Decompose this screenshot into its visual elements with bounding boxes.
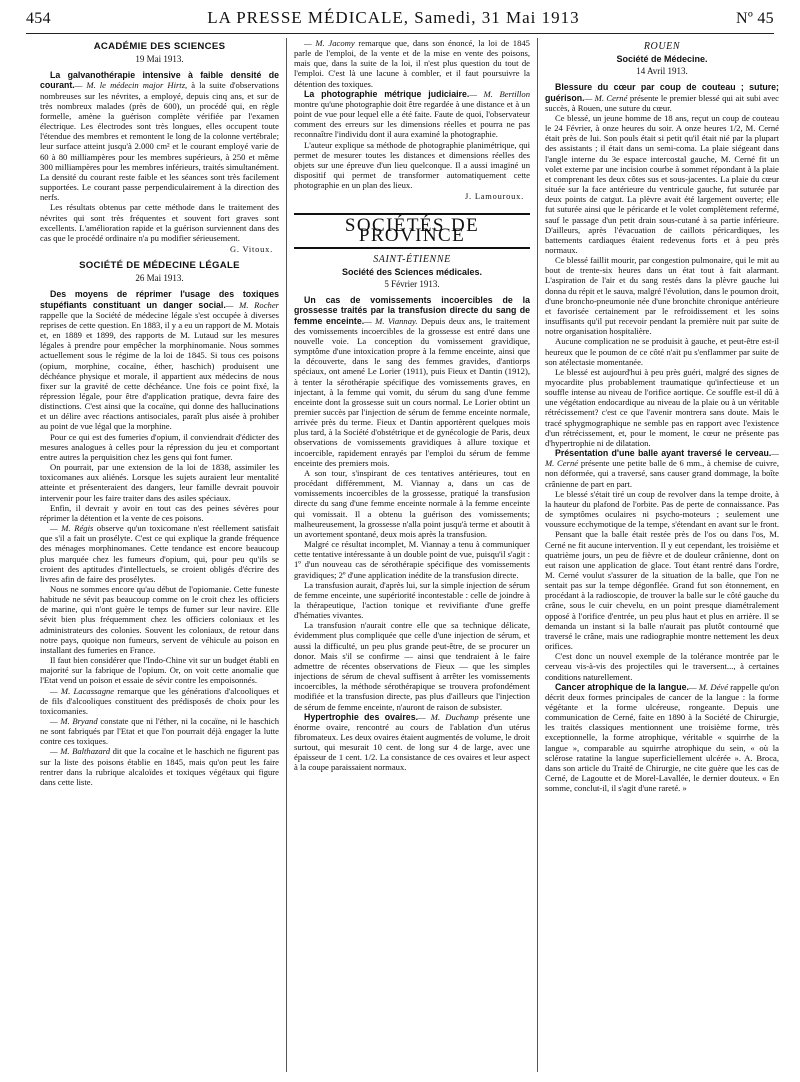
journal-title: LA PRESSE MÉDICALE, Samedi, 31 Mai 1913 [207, 8, 580, 27]
section-date: 19 Mai 1913. [135, 54, 184, 65]
city-heading: SAINT-ÉTIENNE [373, 253, 451, 265]
article-paragraph [40, 686, 279, 716]
article-paragraph [40, 523, 279, 584]
article-paragraph [294, 712, 530, 773]
section-date: 14 Avril 1913. [636, 66, 688, 77]
article-author: — M. Rocher [225, 299, 279, 310]
speaker-name: — M. Régis [50, 523, 94, 534]
article-paragraph: A son tour, s'inspirant de ces tentatives antérieures, tout en procédant différemment, M. Viannay a, dans un cas de vomissements incoercibles de la grossesse, pratiqué la transfusion directe du sang d'une femme enceinte normale à la femme enceinte qui vomissait. Il a obtenu la guérison des vomissements; malheureusement, la grossesse n'alla point jusqu'à terme et aboutit à un avortement spontané, deux mois après la transfusion. [294, 467, 530, 539]
article-paragraph: C'est donc un nouvel exemple de la tolérance montrée par le cerveau vis-à-vis des projectiles qui le traversent..., à certaines conditions naturellement. [545, 651, 779, 682]
page-header [26, 8, 774, 34]
signature: G. Vitoux. [230, 244, 273, 254]
article-paragraph [40, 70, 279, 202]
article-paragraph: Ce blessé, un jeune homme de 18 ans, reçut un coup de couteau le 24 Février, à onze heures du soir. A onze heures 1/2, M. Cerné était près de lui. Son pouls était si petit qu'il était nié par la plupart des assistants ; il était dans un semi-coma. La plaie siégeant dans l'angle interne du 3e espace intercostal gauche, M. Cerné fit un volet externe par une incision courbe à sommet répondant à la plaie et comprenant les deux côtes sus et sous-jacentes. La plaie du cœur située sur la face antérieure du ventricule gauche, fut suturée par deux points de catgut. La plèvre avait été largement ouverte; elle fut suturée ainsi que le péricarde et le volet complètement refermé, sauf le passage d'un petit drain sous-cutané à sa partie inférieure. D'ailleurs, après l'évacuation de caillots péricardiques, les battements cardiaques étaient redevenus forts et à peu près normaux. [545, 112, 779, 255]
article-paragraph: Le blessé s'était tiré un coup de revolver dans la tempe droite, à la hauteur du plafond de l'orbite. Pas de perte de connaissance. Pas de symptômes oculaires ni psycho-moteurs ; seulement une voussure ecchymotique de la tempe, s'étendant en avant sur le front. [545, 488, 779, 530]
article-author: — M. Cerné [545, 448, 779, 469]
article-paragraph [545, 448, 779, 489]
column-divider [286, 38, 287, 1072]
article-title: Des moyens de réprimer l'usage des toxiques stupéfiants constituant un danger social. [40, 289, 279, 310]
article-title: La photographie métrique judiciaire. [304, 88, 470, 99]
article-text: dit que la cocaïne et le haschich ne figurent pas sur la liste des poisons établie en 1845, mais qu'on peut les faire rentrer dans la rubrique alcaloïdes et toxiques végétaux qui figure dans cette liste. [40, 746, 279, 787]
society-heading: Société des Sciences médicales. [341, 266, 483, 277]
issue-number: Nº 45 [735, 10, 774, 27]
article-text: rappelle que la Société de médecine légale s'est occupée à diverses reprises de cette question. En 1883, il y a eu un rapport de M. Motais et, en 1889 et 1899, des rapports de M. Lutaud sur les mesures légales à prendre pour empêcher la morphinomanie. Nous sommes actuellement sous le régime de la loi de 1845. Si tous ces poisons (opium, morphine, cocaïne, éther, haschich) produisent une déchéance physique et morale, il appartient aux médecins de nous fixer sur la gravité de cette déchéance. Une fois ce point fixé, la répression légale, pour être d'application pratique, devra faire des distinctions. C'est ainsi que la cocaïne, qui donne des hallucinations et un délire avec réactions antisociales, paraît plus aisée à prohiber au point de vue légal que la morphine. [40, 309, 279, 432]
article-title: La galvanothérapie intensive à faible densité de courant. [40, 70, 279, 91]
section-date: 5 Février 1913. [384, 279, 440, 290]
article-paragraph [294, 295, 530, 468]
article-text: rappelle qu'on décrit deux formes principales de cancer de la langue : la forme végétante et la forme ulcéreuse, rongeante. Depuis une communication de Cerné, faite en 1890 à la Société de Chirurgie, les traités classiques mentionnent une troisième forme, très exceptionnelle, la forme atrophique, véritable « squirrhe de la langue », comparable au squirrhe atrophique du sein, « où la sclérose ratatine la langue superficiellement ulcérée ». A. Broca, dans son article du Traité de Chirurgie, ne cite guère que les cas de Cerné, de Lagoutte et de Morel-Lavallée, le dernier douteux. « En somme, conclut-il, il s'agit d'une rareté. » [545, 681, 779, 794]
article-text: montre qu'une photographie doit être regardée à une distance et à un point de vue pour lequel elle a été faite. Faute de quoi, l'observateur comment des erreurs sur les dimensions réelles et pourra ne pas reconnaître l'individu dont il aura examiné la photographie. [294, 98, 530, 140]
article-title: Présentation d'une balle ayant traversé le cerveau. [555, 448, 772, 459]
article-author: — M. Duchamp [418, 711, 479, 722]
column-right [545, 38, 779, 1076]
column-middle [294, 38, 530, 1076]
article-paragraph: L'auteur explique sa méthode de photographie planimétrique, qui permet de mesurer toutes les distances et dimensions réelles des objets sur une épreuve d'un lieu quelconque. Il a aussi imaginé un dispositif qui permet de transformer automatiquement cette photographie en un plan des lieux. [294, 139, 530, 191]
article-text: à la suite d'observations nombreuses sur les névrites, a employé, depuis cinq ans, et sur de très nombreux malades (près de 600), un procédé qui, en règle formelle, amène la guérison complète vérifiée par l'examen électrique. Les électrodes sont très longues, elles occupent toute l'étendue des membres et remontent le long de la colonne vertébrale; leur surface atteint jusqu'à 2.000 cm² et le courant employé varie de 60 à 80 milliampères pour les membres supérieurs, à 250 et même 300 milliampères pour les membres inférieurs, traités simultanément. La densité du courant reste faible et les séances sont très facilement supportées. Le courant passe perpendiculairement à la direction des nerfs. [40, 80, 279, 203]
article-paragraph [40, 289, 279, 431]
article-author: — M. Viannay. [364, 315, 418, 326]
article-paragraph: Pour ce qui est des fumeries d'opium, il conviendrait d'édicter des mesures analogues à celles pour la répression du jeu et comportant entre autres la perquisition chez les gens qui font fumer. [40, 431, 279, 462]
article-text: observe qu'un toxicomane n'est réellement satisfait que s'il a fait un prosélyte. C'est ce qui explique la grande fréquence des ménages morphinomanes. Cette tendance est encore beaucoup plus marquée chez les fumeurs d'opium, qui, pour peu qu'ils se croient des aptitudes d'intellectuels, se croient obligés d'écrire des livres afin de faire des prosélytes. [40, 523, 279, 584]
article-paragraph: Les résultats obtenus par cette méthode dans le traitement des névrites qui sont très fréquentes et souvent fort graves sont excellents. L'amélioration rapide et la guérison surviennent dans des cas que le procédé ordinaire n'a pu modifier sérieusement. [40, 202, 279, 243]
article-title: Cancer atrophique de la langue. [555, 681, 689, 692]
city-heading: ROUEN [643, 41, 681, 52]
signature: J. Lamouroux. [464, 192, 524, 202]
article-title: Hypertrophie des ovaires. [304, 711, 419, 722]
speaker-name: — M. Bryand [50, 716, 98, 726]
article-paragraph: Ce blessé faillit mourir, par congestion pulmonaire, qui le mit au bout de trente-six heures dans un état tout à fait alarmant. L'aspiration de l'air et du sang restés dans la plèvre gauche lui donna du répit et le sauva, malgré l'évolution, dans le poumon droit, d'une broncho-pneumonie née d'une bronchite chronique antérieure et favorisée certainement par le refroidissement et les soins insuffisants qu'il put recevoir pendant la première nuit par suite de notre organisation hospitalière. [545, 255, 779, 337]
section-date: 26 Mai 1913. [135, 273, 184, 284]
article-paragraph: Enfin, il devrait y avoir en tout cas des peines sévères pour réprimer la détention et la vente de ces poisons. [40, 502, 279, 523]
article-paragraph: Aucune complication ne se produisit à gauche, et peut-être est-il heureux que le poumon de ce côté n'ait pu s'enflammer par suite de son atélectasie momentanée. [545, 336, 779, 367]
article-title: Un cas de vomissements incoercibles de la grossesse traités par la transfusion directe du sang de femme enceinte. [294, 295, 530, 326]
article-author: — M. Bertillon [469, 88, 530, 99]
speaker-name: — M. Lacassagne [50, 685, 115, 696]
article-text: présente une petite balle de 6 mm., à chemise de cuivre, non déformée, qui a traversé, sans causer grand dommage, la boîte crânienne de part en part. [545, 458, 779, 489]
article-text: constate que ni l'éther, ni la cocaïne, ni le haschich ne sont fabriqués par l'Etat et que l'on pourrait déjà engager la lutte contre ces toxiques. [40, 716, 279, 747]
column-left [40, 38, 279, 1076]
speaker-name: — M. Jacomy [304, 38, 355, 48]
article-paragraph: La transfusion aurait, d'après lui, sur la simple injection de sérum de femme enceinte, une supériorité incontestable : celle de joindre à la thérapeutique, l'action tonique et revivifiante d'une greffe d'hématies vivantes. [294, 579, 530, 621]
article-text: Depuis deux ans, le traitement des vomissements incoercibles de la grossesse est entré dans une nouvelle voie. La conception du vomissement gravidique, symptôme d'une intoxication propre à la femme enceinte, ainsi que la découverte, dans le sang des femmes gravides, d'antiorps spéciaux, ont amené Le Lorier (1911), puis Fieux et Dantin (1912), à tenter la sérothérapie spécifique des vomissements graves, en injectant, à la femme qui vomit, du sérum du sang d'une femme enceinte dont la grossesse suit un cours normal. Le Lorier obtint un premier succès par l'injection de sérum de femme enceinte normale, arrivée près du terme. Fieux et Dantin apportèrent quelques mois plus tard, à la Société d'obstétrique et de gynécologie de Paris, deux observations de vomissements gravidiques à allure toxique et incoercible, rapidement enrayés par l'emploi du sérum de femme enceinte des premiers mois. [294, 315, 530, 468]
article-text: remarque que, dans son énoncé, la loi de 1845 parle de l'emploi, de la vente et de la mise en vente des poisons, mais que, dans la suite de la loi, il n'est plus question du tout de l'emploi. C'est là une lacune à combler, et il faut poursuivre la détention des toxiques. [294, 38, 530, 89]
article-text: présente le premier blessé qui ait subi avec succès, à Rouen, une suture du cœur. [545, 92, 779, 113]
article-author: — M. le médecin major Hirtz, [74, 80, 188, 91]
section-heading: ACADÉMIE DES SCIENCES [93, 41, 226, 52]
article-paragraph [294, 38, 530, 89]
article-paragraph [40, 746, 279, 787]
article-paragraph: Malgré ce résultat incomplet, M. Viannay a tenu à communiquer cette tentative intéressante à un double point de vue, puisqu'il s'agit : 1º d'un nouveau cas de sérothérapie spécifique des vomissements gravidiques; 2º d'une application inédite de la transfusion directe. [294, 539, 530, 580]
article-paragraph: Nous ne sommes encore qu'au début de l'opiomanie. Cette funeste habitude ne sévit pas beaucoup comme on le croit chez les officiers de marine, qui n'ont guère le temps de fumer sur leur navire. Elle sévit bien plus fréquemment chez les officiers coloniaux et les administrateurs des colonies. Souvent les coloniaux, de retour dans notre pays, quoique non fumeurs, servent de véhicule au poison en installant des fumeries en France. [40, 583, 279, 655]
article-paragraph [294, 89, 530, 140]
article-paragraph [545, 682, 779, 794]
section-banner [294, 213, 530, 249]
header-rule [26, 33, 774, 34]
society-heading: Société de Médecine. [616, 54, 708, 65]
banner-title: SOCIÉTÉS DE PROVINCE [344, 214, 480, 246]
article-author: — M. Cerné [584, 92, 628, 103]
article-author: — M. Dévé [688, 681, 729, 692]
article-paragraph: On pourrait, par une extension de la loi de 1838, assimiler les toxicomanes aux aliénés. Lorsque les sujets auraient leur mentalité atteinte et présenteraient des dangers, leur famille devrait pouvoir intervenir pour les faire traiter dans des asiles spéciaux. [40, 462, 279, 503]
article-paragraph: La transfusion n'aurait contre elle que sa technique délicate, évidemment plus compliquée que celle d'une injection de sérum, et aussi la difficulté, un peu plus grande peut-être, de se procurer un donor. Mais s'il se confirme — ainsi que tendraient à le faire admettre de récentes observations de Fieux — que les simples injections de sérum de cheval suffisent à arrêter les vomissements incoercibles, la méthode sérothérapique se trouvera profondément modifiée et la transfusion directe, pas plus d'ailleurs que l'injection de sérum de femme enceinte, n'auront de raison de subsister. [294, 620, 530, 712]
article-text: remarque que les générations d'alcooliques et de fils d'alcooliques constituent des prédisposés de choix pour les toxicomanies. [40, 685, 279, 716]
speaker-name: — M. Balthazard [50, 746, 110, 757]
article-paragraph: Le blessé est aujourd'hui à peu près guéri, malgré des signes de myocardite plus probablement traumatique qu'infectieuse et un souffle intense au niveau de l'orifice aortique. Ce souffle est-il dû à une végétation endocardique au niveau de la plaie ou à un véritable rétrécissement? c'est ce que l'avenir montrera sans doute. Mais le tracé sphygmographique ne semble pas en rapport avec l'existence d'un rétrécissement, et, pour le moment, le cœur ne présente pas d'hypertrophie ni de dilatation. [545, 366, 779, 448]
article-paragraph [545, 82, 779, 112]
article-paragraph: Il faut bien considérer que l'Indo-Chine vit sur un budget établi en majorité sur la fabrique de l'opium. Or, on voit cette anomalie que l'Etat vend un poison et essaie de sévir contre les empoisonnés. [40, 655, 279, 686]
article-text: présente une énorme ovaire, rencontré au cours de l'ablation d'un utérus fibromateux. Les deux ovaires étaient augmentés de volume, le droit surtout, qui mesurait 10 cent. de long sur 4 de large, avec une épaisseur de 1 cent. 1/2. La consistance de ces ovaires et leur aspect à la coupe paraissaient normaux. [294, 711, 530, 773]
column-divider [537, 38, 538, 1072]
article-paragraph: Pensant que la balle était restée près de l'os ou dans l'os, M. Cerné ne fit aucune intervention. Il y eut cependant, les troisième et quatrième jours, un peu de fièvre et de douleur crânienne, dont on eut raison une application de glace. Tout étant rentré dans l'ordre, M. Cerné voulut s'assurer de la situation de la balle, que l'on ne sentait pas sur la tempe dégonflée. Grand fut son étonnement, en procédant à la radioscopie, de trouver la balle sur le côté gauche du crâne, sous le cuir chevelu, en un point presque diamétralement opposé à l'orifice d'entrée, un peu plus haut et plus en arrière. Il se demanda un instant si la balle n'aurait pas plutôt contourné que traversé le crâne, mais une radiographie montre nettement les deux orifices. [545, 529, 779, 652]
section-heading: SOCIÉTÉ DE MÉDECINE LÉGALE [79, 260, 240, 272]
article-paragraph [40, 716, 279, 746]
article-title: Blessure du cœur par coup de couteau ; suture; guérison. [545, 82, 779, 103]
page-number: 454 [26, 10, 51, 27]
